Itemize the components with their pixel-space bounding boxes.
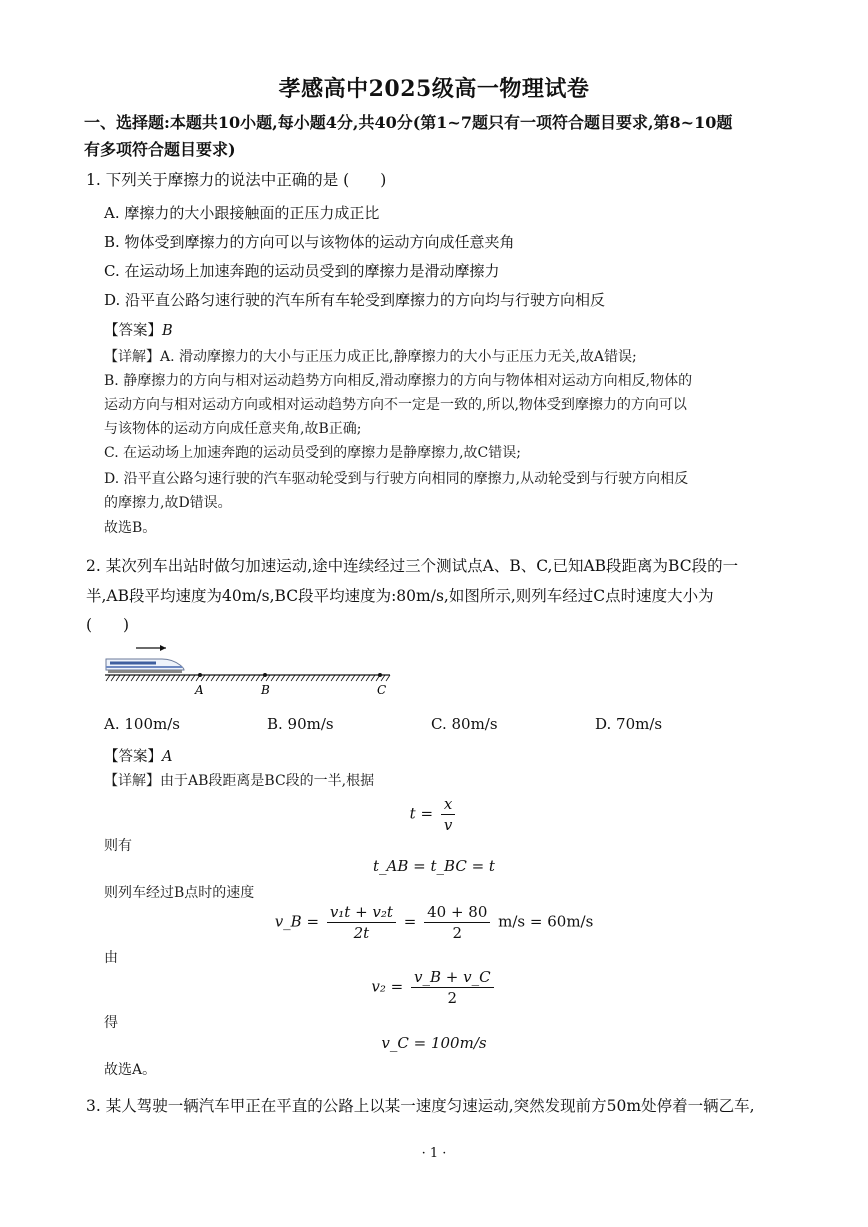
eq1-fraction <box>441 795 455 834</box>
q1-detail-line-2: B. 静摩擦力的方向与相对运动趋势方向相反,滑动摩擦力的方向与物体相对运动方向相反,物体的 <box>104 373 693 389</box>
eq3-denominator-2: 2 <box>452 924 462 942</box>
q2-detail-label: 【详解】 <box>104 773 160 789</box>
equation-tab-tbc: t_AB = t_BC = t <box>373 857 495 875</box>
equation-vc: v_C = 100m/s <box>381 1034 487 1052</box>
text-vb: 则列车经过B点时的速度 <box>104 885 255 901</box>
q1-option-a: A. 摩擦力的大小跟接触面的正压力成正比 <box>104 204 380 222</box>
q1-detail-line-5: C. 在运动场上加速奔跑的运动员受到的摩擦力是静摩擦力,故C错误; <box>104 445 521 461</box>
q2-option-b: B. 90m/s <box>267 715 334 733</box>
q1-stem: 1. 下列关于摩擦力的说法中正确的是 ( ) <box>86 171 387 189</box>
q2-answer-label: 【答案】 <box>104 749 162 765</box>
q1-detail-label: 【详解】 <box>104 349 160 365</box>
q1-option-d: D. 沿平直公路匀速行驶的汽车所有车轮受到摩擦力的方向均与行驶方向相反 <box>104 291 606 309</box>
equation-v2 <box>0 968 868 1007</box>
eq3-denominator-1: 2t <box>353 924 370 942</box>
q1-detail-line-7: 的摩擦力,故D错误。 <box>104 495 232 511</box>
eq3-fraction-1 <box>327 903 396 942</box>
q3-stem: 3. 某人驾驶一辆汽车甲正在平直的公路上以某一速度匀速运动,突然发现前方50m处停着一辆乙车, <box>86 1097 755 1115</box>
q2-option-a: A. 100m/s <box>104 715 180 733</box>
q2-option-c: C. 80m/s <box>431 715 498 733</box>
q2-detail-text: 由于AB段距离是BC段的一半,根据 <box>160 773 375 789</box>
q1-option-b: B. 物体受到摩擦力的方向可以与该物体的运动方向成任意夹角 <box>104 233 515 251</box>
eq4-lhs: v₂ = <box>371 977 404 996</box>
q1-detail-line-6: D. 沿平直公路匀速行驶的汽车驱动轮受到与行驶方向相同的摩擦力,从动轮受到与行驶方向相反 <box>104 471 689 487</box>
page-number: · 1 · <box>421 1146 447 1161</box>
q2-stem-line-3: ( ) <box>86 616 130 634</box>
eq4-numerator: v_B + v_C <box>411 968 494 988</box>
text-then: 则有 <box>104 838 132 854</box>
q2-conclusion: 故选A。 <box>104 1062 157 1078</box>
q2-option-d: D. 70m/s <box>595 715 663 733</box>
q1-detail-line-3: 运动方向与相对运动方向或相对运动趋势方向不一定是一致的,所以,物体受到摩擦力的方向可以 <box>104 397 687 413</box>
eq1-numerator: x <box>441 795 455 815</box>
q2-stem-line-2: 半,AB段平均速度为40m/s,BC段平均速度为:80m/s,如图所示,则列车经过C点时速度大小为 <box>86 587 714 605</box>
q1-detail-line-8: 故选B。 <box>104 520 157 536</box>
section-heading-line2: 有多项符合题目要求) <box>84 140 236 159</box>
q2-detail-intro <box>104 770 374 790</box>
eq1-lhs: t = <box>409 804 434 823</box>
arrow-icon <box>160 645 166 651</box>
equation-t-x-over-v <box>0 795 868 834</box>
eq3-numerator-1: v₁t + v₂t <box>327 903 396 923</box>
q2-stem-line-1: 2. 某次列车出站时做匀加速运动,途中连续经过三个测试点A、B、C,已知AB段距离为BC段的一 <box>86 557 739 575</box>
q1-answer <box>104 319 173 340</box>
point-label-b: B <box>261 683 270 697</box>
q1-detail-line-4: 与该物体的运动方向成任意夹角,故B正确; <box>104 421 362 437</box>
eq3-fraction-2 <box>424 903 490 942</box>
eq1-denominator: v <box>443 816 453 834</box>
q1-answer-label: 【答案】 <box>104 323 162 339</box>
section-heading-line1: 一、选择题:本题共10小题,每小题4分,共40分(第1~7题只有一项符合题目要求,第8~10题 <box>84 113 733 132</box>
q2-answer-value: A <box>162 749 173 765</box>
ground-hatching <box>106 675 390 681</box>
eq4-fraction <box>411 968 494 1007</box>
eq4-denominator: 2 <box>447 989 458 1007</box>
eq3-equals: = <box>403 912 417 931</box>
eq3-numerator-2: 40 + 80 <box>424 903 490 923</box>
equation-vb <box>0 903 868 942</box>
eq3-rhs: m/s = 60m/s <box>498 912 594 931</box>
q1-option-c: C. 在运动场上加速奔跑的运动员受到的摩擦力是滑动摩擦力 <box>104 262 500 280</box>
q2-answer <box>104 745 172 766</box>
text-get: 得 <box>104 1015 118 1031</box>
train-icon <box>106 659 184 673</box>
train-track-figure <box>100 640 400 702</box>
point-label-c: C <box>377 683 387 697</box>
page-title: 孝感高中2025级高一物理试卷 <box>278 76 590 102</box>
q1-detail-text: A. 滑动摩擦力的大小与正压力成正比,静摩擦力的大小与正压力无关,故A错误; <box>160 349 637 365</box>
point-label-a: A <box>195 683 204 697</box>
q1-answer-value: B <box>162 323 173 339</box>
q1-detail-line-1 <box>104 346 637 366</box>
text-by: 由 <box>104 950 118 966</box>
eq3-lhs: v_B = <box>274 912 320 931</box>
